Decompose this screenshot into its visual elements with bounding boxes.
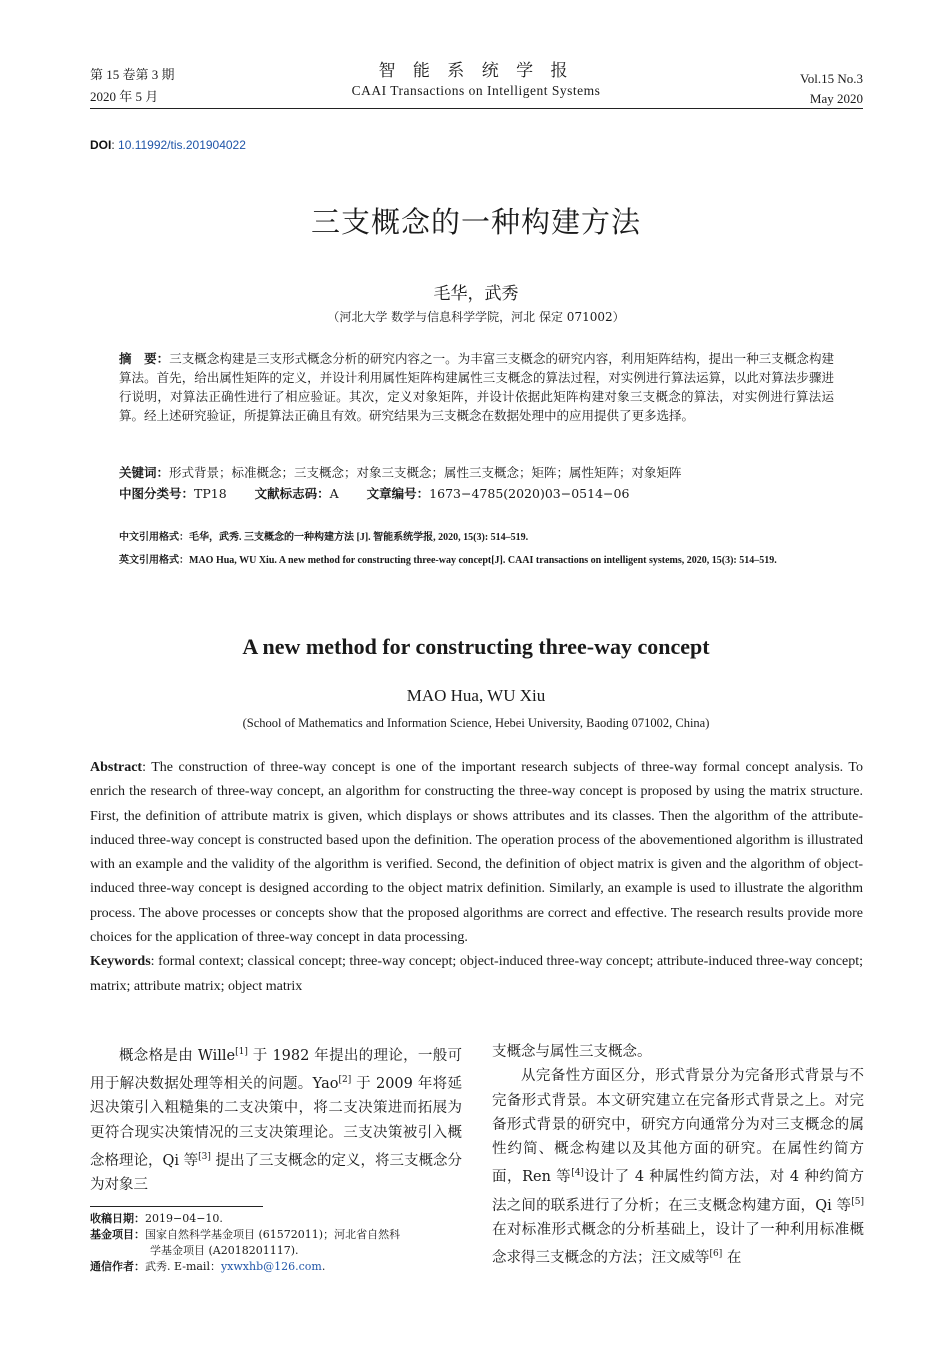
en-keywords-text: : formal context; classical concept; three-way concept; object-induced three-way concept; attribute-induced three-way concept; matrix; attribute matrix; object matrix — [90, 954, 863, 994]
en-keywords — [90, 950, 863, 999]
footnote-rule — [90, 1206, 263, 1207]
doi-link[interactable]: 10.11992/tis.201904022 — [118, 138, 246, 152]
en-affiliation: (School of Mathematics and Information Science, Hebei University, Baoding 071002, China) — [242, 716, 710, 730]
en-abstract-text: : The construction of three-way concept is one of the important research subjects of three-way formal concept analysis. To enrich the research of three-way concept, an algorithm for constructing the three-way concept is proposed by using the matrix structure. First, the definition of attribute matrix is given, which displays or shows attributes and its classes. Then the algorithm of the attribute-induced three-way concept is constructed based upon the definition. The operation process of the abovementioned algorithm is illustrated with an example and the validity of the algorithm is verified. Second, the definition of object matrix is given and the algorithm of object-induced three-way concept is designed according to the object matrix definition. Similarly, an example is used to illustrate the algorithm process. The above processes or concepts show that the proposed algorithms are correct and effective. The research results provide more choices for the application of three-way concept in data processing. — [90, 760, 863, 946]
body-left-column — [90, 1040, 462, 1197]
cn-abstract-label: 摘 要： — [119, 351, 170, 366]
pub-date-cn: 2020 年 5 月 — [90, 89, 159, 104]
email-link[interactable]: yxwxhb@126.com — [220, 1260, 322, 1273]
reference-2[interactable]: [2] — [338, 1075, 352, 1086]
reference-1[interactable]: [1] — [235, 1047, 248, 1057]
doc-code-label: 文献标志码： — [254, 486, 330, 501]
cn-affiliation: （河北大学 数学与信息科学学院，河北 保定 071002） — [327, 310, 625, 324]
cn-abstract-text: 三支概念构建是三支形式概念分析的研究内容之一。为丰富三支概念的研究内容，利用矩阵结构，提出一种三支概念构建算法。首先，给出属性矩阵的定义，并设计利用属性矩阵构建属性三支概念的算法过程，对实例进行算法运算，以此对算法步骤进行说明，对算法正确性进行了相应验证。其次，定义对象矩阵，并设计依据此矩阵构建对象三支概念的算法，对实例进行算法运算。经上述研究验证，所提算法正确且有效。研究结果为三支概念在数据处理中的应用提供了更多选择。 — [119, 351, 834, 423]
body-paragraph: 支概念与属性三支概念。 — [492, 1044, 652, 1060]
citation-cn: 中文引用格式：毛华，武秀. 三支概念的一种构建方法 [J]. 智能系统学报, 2020, 15(3): 514–519. — [119, 532, 529, 543]
en-abstract-label: Abstract — [90, 760, 143, 775]
reference-4[interactable]: [4] — [571, 1168, 584, 1179]
body-paragraph: 概念格是由 Wille[1] 于 1982 年提出的理论，一般可用于解决数据处理等相关的问题。Yao[2] 于 2009 年将延迟决策引入粗糙集的二支决策中，将二支决策进而拓展为更符合现实决策情况的三支决策理论。三支决策被引入概念格理论，Qi 等[3] 提出了三支概念的定义，将三支概念分为对象三 — [90, 1047, 463, 1193]
clc-label: 中图分类号： — [119, 486, 195, 501]
header-rule — [90, 108, 863, 109]
cn-keywords — [119, 463, 834, 482]
body-right-column — [492, 1040, 864, 1270]
cn-keywords-label: 关键词： — [119, 465, 170, 480]
header-right — [800, 71, 863, 107]
volume-issue: 第 15 卷第 3 期 — [90, 67, 175, 82]
cn-classification — [119, 484, 834, 503]
citation-en: 英文引用格式：MAO Hua, WU Xiu. A new method for constructing three-way concept[J]. CAAI transactions on intelligent systems, 2020, 15(3): 514–519. — [119, 555, 777, 566]
corresponding-author: 通信作者：武秀. E-mail：yxwxhb@126.com. — [90, 1260, 326, 1273]
reference-5[interactable]: [5] — [851, 1196, 864, 1207]
received-date: 收稿日期：2019−04−10. — [90, 1212, 223, 1225]
en-title: A new method for constructing three-way concept — [242, 634, 710, 659]
reference-3[interactable]: [3] — [198, 1151, 211, 1162]
journal-name-en: CAAI Transactions on Intelligent Systems — [351, 83, 601, 98]
cn-title: 三支概念的一种构建方法 — [310, 205, 641, 239]
en-keywords-label: Keywords — [90, 954, 151, 970]
cn-keywords-text: 形式背景；标准概念；三支概念；对象三支概念；属性三支概念；矩阵；属性矩阵；对象矩阵 — [169, 465, 682, 480]
doi-label: DOI — [90, 138, 112, 152]
footnote — [90, 1211, 462, 1275]
en-abstract-block — [90, 756, 863, 999]
en-authors: MAO Hua, WU Xiu — [406, 686, 546, 705]
fund-info: 基金项目：国家自然科学基金项目 (61572011)；河北省自然科 学基金项目 (A2018201117). — [90, 1228, 401, 1257]
doi-line: DOI: 10.11992/tis.201904022 — [90, 138, 246, 152]
cn-abstract — [119, 349, 834, 425]
cn-authors: 毛华，武秀 — [433, 284, 519, 304]
journal-name-cn: 智 能 系 统 学 报 — [378, 61, 574, 81]
article-no-label: 文章编号： — [366, 486, 430, 501]
reference-6[interactable]: [6] — [709, 1249, 723, 1260]
volume-issue-en: Vol.15 No.3 — [800, 71, 863, 86]
clc-value: TP18 — [194, 486, 227, 501]
body-paragraph: 从完备性方面区分，形式背景分为完备形式背景与不完备形式背景。本文研究建立在完备形式背景之上。对完备形式背景的研究中，研究方向通常分为对三支概念的属性约简、概念构建以及其他方面的研究。在属性约简方面，Ren 等[4]设计了 4 种属性约简方法，对 4 种约简方法之间的联系进行了分析；在三支概念构建方面，Qi 等[5]在对标准形式概念的分析基础上，设计了一种利用标准概念求得三支概念的方法；汪文威等[6] 在 — [492, 1068, 864, 1266]
en-abstract — [90, 756, 863, 950]
pub-date-en: May 2020 — [809, 91, 863, 106]
article-no-value: 1673−4785(2020)03−0514−06 — [429, 486, 630, 501]
doc-code-value: A — [329, 486, 339, 501]
